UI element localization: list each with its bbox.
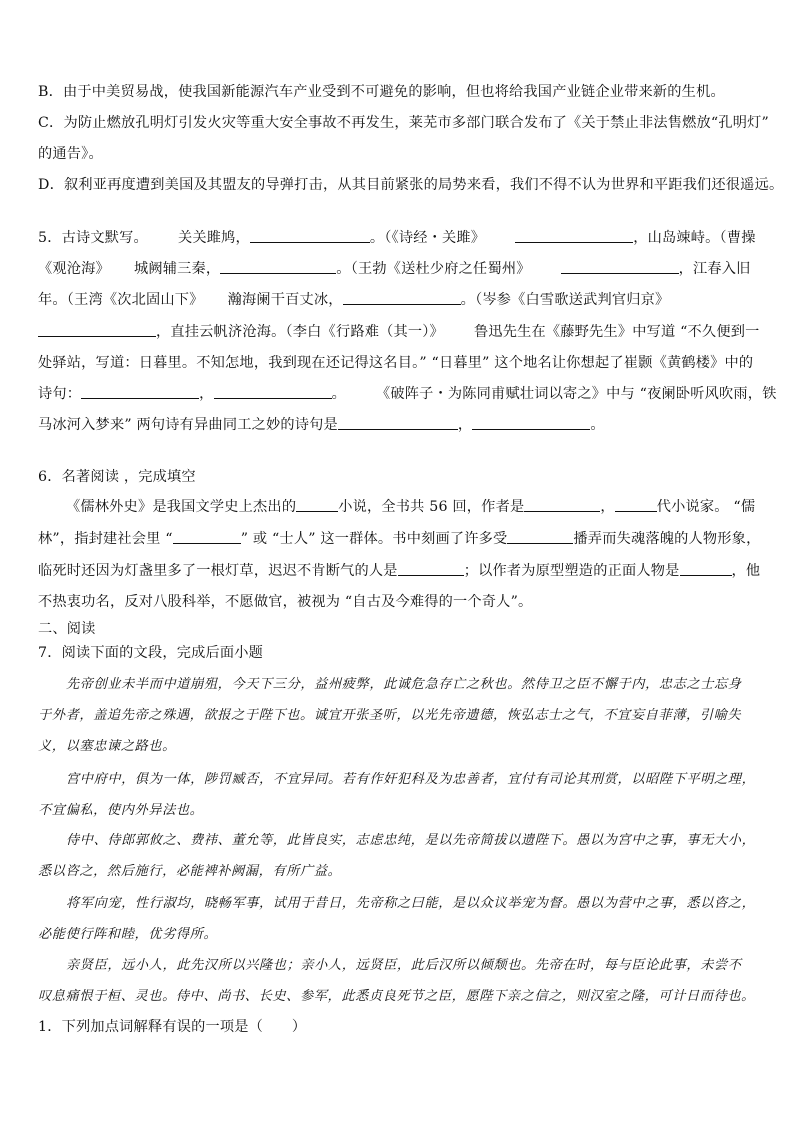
blank[interactable]	[561, 259, 679, 274]
blank[interactable]	[296, 497, 338, 512]
subquestion-1: 1．下列加点词解释有误的一项是（ ）	[38, 1019, 307, 1035]
q6-line3: 临死时还因为灯盏里多了一根灯草，迟迟不肯断气的人是 ；以作者为原型塑造的正面人物是 ，他	[38, 563, 761, 579]
passage-p4-line1: 将军向宠，性行淑均，晓畅军事，试用于昔日，先帝称之曰能，是以众议举宠为督。愚以为营中之事，悉以咨之，	[66, 896, 756, 911]
q5-line5: 处驿站，写道：日暮里。不知怎地，我到现在还记得这名目。” “日暮里” 这个地名让你想起了崔颢《黄鹤楼》中的	[38, 355, 754, 371]
blank[interactable]	[220, 259, 336, 274]
blank[interactable]	[38, 322, 156, 337]
passage-p1-line2: 于外者，盖追先帝之殊遇，欲报之于陛下也。诚宜开张圣听，以光先帝遗德，恢弘志士之气，不宜妄自菲薄，引喻失	[38, 708, 742, 723]
section-heading: 二、阅读	[38, 621, 96, 637]
blank[interactable]	[343, 290, 461, 305]
blank[interactable]	[615, 497, 657, 512]
q5-line7: 马冰河入梦来” 两句诗有异曲同工之妙的诗句是 ， 。	[38, 417, 605, 433]
blank[interactable]	[214, 384, 332, 399]
passage-p5-line1: 亲贤臣，远小人，此先汉所以兴隆也；亲小人，远贤臣，此后汉所以倾颓也。先帝在时，每与臣论此事，未尝不	[66, 958, 742, 973]
q7-title: 7．阅读下面的文段，完成后面小题	[38, 645, 264, 661]
q6-line4: 不热衷功名，反对八股科举，不愿做官，被视为 “自古及今难得的一个奇人”。	[38, 594, 533, 610]
q5-line6: 诗句： ， 。 《破阵子・为陈同甫赋壮词以寄之》中与 “夜阑卧听风吹雨，铁	[38, 386, 777, 402]
option-c-line2: 的通告》。	[38, 146, 103, 162]
option-d: D．叙利亚再度遭到美国及其盟友的导弹打击，从其目前紧张的局势来看，我们不得不认为世界和平距我们还很遥远。	[38, 177, 784, 193]
passage-p2-line2: 不宜偏私，使内外异法也。	[38, 803, 204, 818]
passage-p3-line1: 侍中、侍郎郭攸之、费祎、董允等，此皆良实，志虑忠纯，是以先帝简拔以遗陛下。愚以为宫中之事，事无大小，	[66, 833, 756, 848]
q5-line3: 年。（王湾《次北固山下》 瀚海阑干百丈冰， 。（岑参《白雪歌送武判官归京》	[38, 292, 670, 308]
blank[interactable]	[398, 561, 464, 576]
passage-p5-line2: 叹息痛恨于桓、灵也。侍中、尚书、长史、参军，此悉贞良死节之臣，愿陛下亲之信之，则汉室之隆，可计日而待也。	[38, 989, 755, 1004]
passage-p1-line3: 义，以塞忠谏之路也。	[38, 739, 176, 754]
q6-line1: 《儒林外史》是我国文学史上杰出的 小说，全书共 56 回，作者是 ， 代小说家。 “儒	[66, 499, 756, 515]
blank[interactable]	[524, 497, 600, 512]
q5-line1: 5．古诗文默写。 关关雎鸠， 。（《诗经・关雎》 ，山岛竦峙。（曹操	[38, 230, 756, 246]
blank[interactable]	[173, 529, 241, 544]
blank[interactable]	[472, 415, 590, 430]
passage-p2-line1: 宫中府中，俱为一体，陟罚臧否，不宜异同。若有作奸犯科及为忠善者，宜付有司论其刑赏，以昭陛下平明之理，	[66, 772, 756, 787]
passage-p1-line1: 先帝创业未半而中道崩殂，今天下三分，益州疲弊，此诚危急存亡之秋也。然侍卫之臣不懈于内，忠志之士忘身	[66, 677, 742, 692]
blank[interactable]	[338, 415, 458, 430]
blank[interactable]	[507, 529, 573, 544]
blank[interactable]	[680, 561, 732, 576]
q6-line2: 林”，指封建社会里 “ ” 或 “士人” 这一群体。书中刻画了许多受 播弄而失魂落魄的人物形象，	[38, 531, 761, 547]
q5-line4: ，直挂云帆济沧海。（李白《行路难（其一）》 鲁迅先生在《藤野先生》中写道 “不久便到一	[38, 322, 762, 342]
option-c-line1: C．为防止燃放孔明灯引发火灾等重大安全事故不再发生，莱芜市多部门联合发布了《关于禁止非法售燃放“孔明灯”	[38, 115, 769, 131]
blank[interactable]	[250, 228, 370, 243]
passage-p3-line2: 悉以咨之，然后施行，必能裨补阙漏，有所广益。	[38, 864, 342, 879]
passage-p4-line2: 必能使行阵和睦，优劣得所。	[38, 927, 218, 942]
q6-title: 6．名著阅读 ，完成填空	[38, 469, 196, 485]
option-b: B．由于中美贸易战，使我国新能源汽车产业受到不可避免的影响，但也将给我国产业链企业带来新的生机。	[38, 84, 725, 100]
q5-line2: 《观沧海》 城阙辅三秦， 。（王勃《送杜少府之任蜀州》 ，江春入旧	[38, 261, 751, 277]
q5-title: 5．古诗文默写。	[38, 230, 148, 246]
blank[interactable]	[515, 228, 633, 243]
blank[interactable]	[81, 384, 199, 399]
